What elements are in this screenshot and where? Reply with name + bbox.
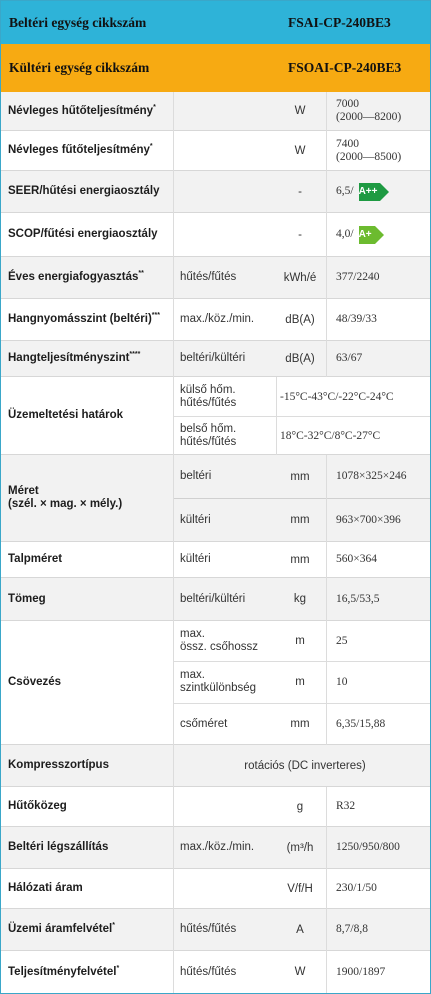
dimensions-outdoor-value: 963×700×396 — [336, 513, 401, 526]
airflow-label: Beltéri légszállítás — [8, 841, 109, 853]
piping-label: Csövezés — [8, 676, 62, 688]
operating-outer-value: -15°C-43°C/-22°C-24°C — [280, 390, 394, 403]
compressor-label: Kompresszortípus — [8, 759, 109, 771]
sound-power-condition: beltéri/kültéri — [180, 352, 246, 364]
piping-height-unit: m — [295, 676, 305, 688]
cooling-capacity-label: Névleges hűtőteljesítmény* — [8, 103, 156, 117]
scop-value — [336, 213, 430, 256]
power-input-label: Teljesítményfelvétel* — [8, 964, 120, 978]
airflow-condition: max./köz./min. — [180, 841, 255, 853]
airflow-unit: (m³/h — [286, 841, 314, 854]
row-refrigerant — [1, 787, 430, 827]
sound-pressure-value: 48/39/33 — [336, 313, 377, 325]
sound-power-unit: dB(A) — [285, 352, 315, 365]
annual-consumption-condition: hűtés/fűtés — [180, 271, 237, 283]
row-annual-consumption — [1, 257, 430, 299]
foot-size-condition: kültéri — [180, 553, 211, 565]
scop-number: 4,0/ — [336, 228, 354, 240]
operating-current-value: 8,7/8,8 — [336, 923, 368, 935]
piping-height-condition: max. szintkülönbség — [180, 669, 257, 694]
piping-length-condition: max. össz. csőhossz — [180, 628, 258, 653]
weight-unit: kg — [293, 593, 307, 605]
refrigerant-unit: g — [296, 800, 304, 813]
row-heating-capacity — [1, 131, 430, 171]
dimensions-outdoor-unit: mm — [290, 514, 310, 526]
outdoor-model-header — [1, 44, 430, 92]
column-divider-operating — [276, 377, 277, 455]
outdoor-model-value: FSOAI-CP-240BE3 — [288, 60, 402, 75]
row-seer — [1, 171, 430, 213]
power-input-unit: W — [294, 966, 306, 978]
sound-pressure-condition: max./köz./min. — [180, 313, 255, 325]
row-power-input — [1, 951, 430, 993]
row-airflow — [1, 827, 430, 869]
seer-unit: - — [298, 185, 302, 198]
row-operating-current — [1, 909, 430, 951]
annual-consumption-value: 377/2240 — [336, 271, 380, 283]
operating-outer-condition: külső hőm. hűtés/fűtés — [180, 383, 237, 409]
operating-inner-condition: belső hőm. hűtés/fűtés — [180, 422, 237, 448]
foot-size-label: Talpméret — [8, 553, 63, 565]
column-divider-unit-b — [326, 455, 327, 745]
power-input-value: 1900/1897 — [336, 965, 386, 978]
row-cooling-capacity — [1, 92, 430, 131]
scop-label: SCOP/fűtési energiaosztály — [8, 228, 158, 240]
sound-pressure-label: Hangnyomásszint (beltéri)*** — [8, 312, 160, 325]
annual-consumption-unit: kWh/é — [283, 271, 317, 284]
column-divider-unit-c — [326, 787, 327, 993]
sound-pressure-unit: dB(A) — [285, 313, 315, 326]
operating-current-label: Üzemi áramfelvétel* — [8, 922, 115, 935]
sound-power-value: 63/67 — [336, 352, 363, 364]
weight-value: 16,5/53,5 — [336, 592, 380, 605]
cooling-capacity-value: 7000 (2000—8200) — [336, 98, 402, 123]
seer-value — [336, 171, 430, 212]
foot-size-unit: mm — [290, 553, 310, 566]
operating-inner-value: 18°C-32°C/8°C-27°C — [280, 429, 381, 442]
annual-consumption-label: Éves energiafogyasztás** — [8, 270, 144, 283]
refrigerant-label: Hűtőközeg — [8, 800, 67, 812]
piping-height-value: 10 — [336, 675, 348, 688]
dimensions-indoor-value: 1078×325×246 — [336, 470, 407, 482]
heating-capacity-value: 7400 (2000—8500) — [336, 137, 402, 163]
piping-length-value: 25 — [336, 634, 348, 647]
weight-label: Tömeg — [8, 592, 46, 605]
power-supply-label: Hálózati áram — [8, 882, 83, 894]
piping-length-unit: m — [295, 635, 305, 647]
dimensions-indoor-unit: mm — [290, 470, 310, 483]
row-dimensions — [1, 455, 430, 542]
column-divider-unit-a — [326, 92, 327, 377]
piping-size-condition: csőméret — [180, 717, 228, 730]
row-weight — [1, 578, 430, 621]
power-input-condition: hűtés/fűtés — [180, 965, 237, 978]
foot-size-value: 560×364 — [336, 553, 377, 565]
cooling-capacity-unit: W — [294, 105, 306, 117]
dimensions-indoor-condition: beltéri — [180, 470, 212, 482]
operating-current-condition: hűtés/fűtés — [180, 923, 237, 935]
row-piping — [1, 621, 430, 745]
scop-class-badge — [354, 226, 384, 244]
heating-capacity-unit: W — [294, 144, 306, 157]
power-supply-unit: V/f/H — [287, 882, 313, 895]
scop-unit: - — [298, 228, 302, 241]
sound-power-label: Hangteljesítményszint**** — [8, 351, 141, 364]
row-sound-power — [1, 341, 430, 377]
operating-limits-label: Üzemeltetési határok — [8, 409, 124, 421]
power-supply-value: 230/1/50 — [336, 882, 377, 894]
outdoor-model-label: Kültéri egység cikkszám — [9, 60, 150, 75]
column-divider-label — [173, 92, 174, 993]
scop-class-text: A+ — [359, 226, 375, 244]
row-foot-size — [1, 542, 430, 578]
piping-size-value: 6,35/15,88 — [336, 717, 386, 730]
seer-class-badge — [354, 183, 390, 201]
row-power-supply — [1, 869, 430, 909]
operating-current-unit: A — [296, 923, 304, 936]
dimensions-outdoor-condition: kültéri — [180, 513, 211, 526]
seer-label: SEER/hűtési energiaosztály — [8, 185, 160, 197]
compressor-value: rotációs (DC inverteres) — [244, 759, 366, 772]
row-sound-pressure — [1, 299, 430, 341]
row-scop — [1, 213, 430, 257]
indoor-model-label: Beltéri egység cikkszám — [9, 14, 147, 30]
seer-number: 6,5/ — [336, 185, 354, 197]
indoor-model-value: FSAI-CP-240BE3 — [288, 14, 391, 30]
piping-size-unit: mm — [290, 718, 310, 730]
row-operating-limits — [1, 377, 430, 455]
seer-class-text: A++ — [359, 183, 381, 201]
row-compressor — [1, 745, 430, 787]
heating-capacity-label: Névleges fűtőteljesítmény* — [8, 143, 153, 156]
airflow-value: 1250/950/800 — [336, 841, 400, 853]
dimensions-label: Méret (szél. × mag. × mély.) — [8, 485, 123, 510]
weight-condition: beltéri/kültéri — [180, 592, 246, 605]
refrigerant-value: R32 — [336, 800, 356, 812]
indoor-model-header — [1, 1, 430, 44]
